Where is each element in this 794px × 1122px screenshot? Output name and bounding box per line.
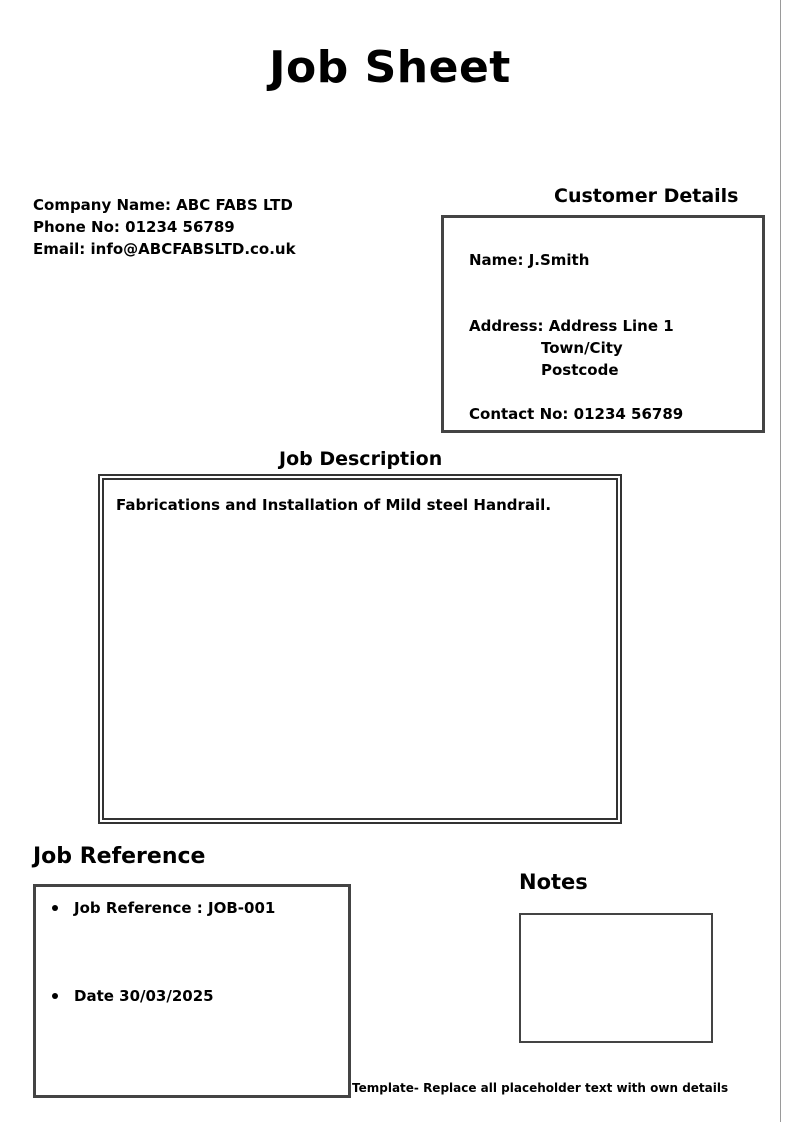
company-phone: Phone No: 01234 56789 — [33, 218, 235, 236]
bullet-icon — [52, 993, 58, 999]
list-item — [52, 899, 275, 917]
bullet-icon — [52, 905, 58, 911]
notes-heading: Notes — [519, 870, 588, 894]
customer-name: Name: J.Smith — [469, 251, 590, 269]
job-description-heading: Job Description — [279, 448, 443, 470]
page-edge-line — [780, 0, 781, 1122]
customer-details-box — [441, 215, 765, 433]
company-email: Email: info@ABCFABSLTD.co.uk — [33, 240, 296, 258]
customer-address — [469, 315, 674, 381]
company-name: Company Name: ABC FABS LTD — [33, 196, 293, 214]
job-description-text: Fabrications and Installation of Mild steel Handrail. — [116, 496, 552, 514]
job-reference-heading: Job Reference — [33, 844, 206, 869]
customer-details-heading: Customer Details — [554, 185, 739, 207]
address-line-1: Address: Address Line 1 — [469, 317, 674, 335]
company-details — [33, 194, 296, 260]
job-description-box — [98, 474, 622, 824]
template-footnote: Template- Replace all placeholder text with own details — [352, 1081, 729, 1095]
job-description-inner-border — [102, 478, 618, 820]
customer-contact: Contact No: 01234 56789 — [469, 405, 684, 423]
page-title: Job Sheet — [269, 42, 511, 93]
list-item — [52, 987, 214, 1005]
job-date-value: Date 30/03/2025 — [74, 987, 214, 1005]
job-reference-value: Job Reference : JOB-001 — [74, 899, 276, 917]
address-line-3: Postcode — [541, 361, 619, 379]
notes-box — [519, 913, 713, 1043]
address-line-2: Town/City — [541, 339, 623, 357]
job-reference-box — [33, 884, 351, 1098]
